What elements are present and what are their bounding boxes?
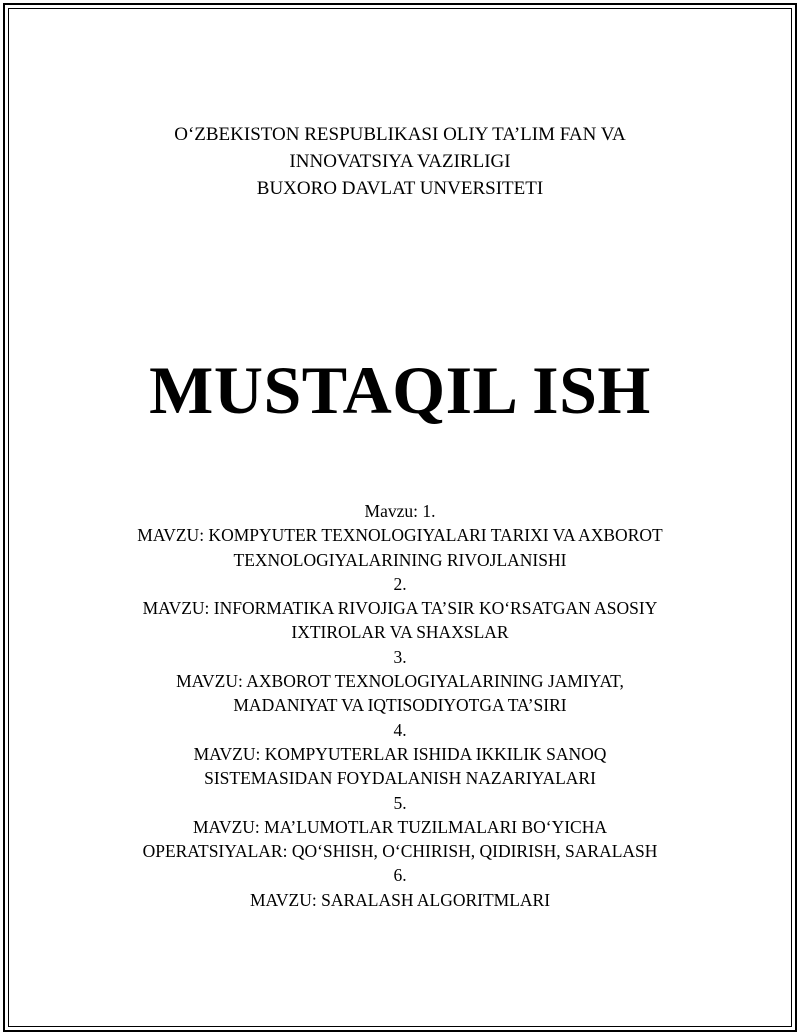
topic-4-number: 4. (393, 719, 407, 740)
topic-4-line-2: SISTEMASIDAN FOYDALANISH NAZARIYALARI (204, 768, 596, 789)
topic-3-number: 3. (393, 646, 407, 667)
topic-3-line-1: MAVZU: AXBOROT TEXNOLOGIYALARINING JAMIYAT, (176, 671, 624, 692)
topics-intro: Mavzu: 1. (364, 501, 436, 521)
ministry-line-1: O‘ZBEKISTON RESPUBLIKASI OLIY TA’LIM FAN VA (174, 124, 626, 145)
topic-6-number: 6. (393, 865, 407, 886)
topic-2-line-2: IXTIROLAR VA SHAXSLAR (291, 622, 509, 643)
topic-5-line-1: MAVZU: MA’LUMOTLAR TUZILMALARI BO‘YICHA (193, 816, 607, 837)
university-name: BUXORO DAVLAT UNVERSITETI (256, 178, 544, 199)
topics-list (0, 499, 800, 912)
topic-4-line-1: MAVZU: KOMPYUTERLAR ISHIDA IKKILIK SANOQ (193, 743, 607, 764)
topic-2-number: 2. (393, 573, 407, 594)
document-title: MUSTAQIL ISH (149, 352, 651, 428)
topic-5-line-2: OPERATSIYALAR: QO‘SHISH, O‘CHIRISH, QIDIRISH, SARALASH (142, 841, 658, 862)
topic-1-line-2: TEXNOLOGIYALARINING RIVOJLANISHI (233, 549, 567, 570)
topic-3-line-2: MADANIYAT VA IQTISODIYOTGA TA’SIRI (233, 695, 567, 716)
ministry-line-2: INNOVATSIYA VAZIRLIGI (289, 151, 511, 172)
topic-1-line-1: MAVZU: KOMPYUTER TEXNOLOGIYALARI TARIXI VA AXBOROT (137, 525, 663, 546)
topic-6-line-1: MAVZU: SARALASH ALGORITMLARI (249, 889, 551, 910)
topic-5-number: 5. (393, 792, 407, 813)
topic-2-line-1: MAVZU: INFORMATIKA RIVOJIGA TA’SIR KO‘RSATGAN ASOSIY (142, 598, 658, 619)
institution-header (0, 121, 800, 202)
